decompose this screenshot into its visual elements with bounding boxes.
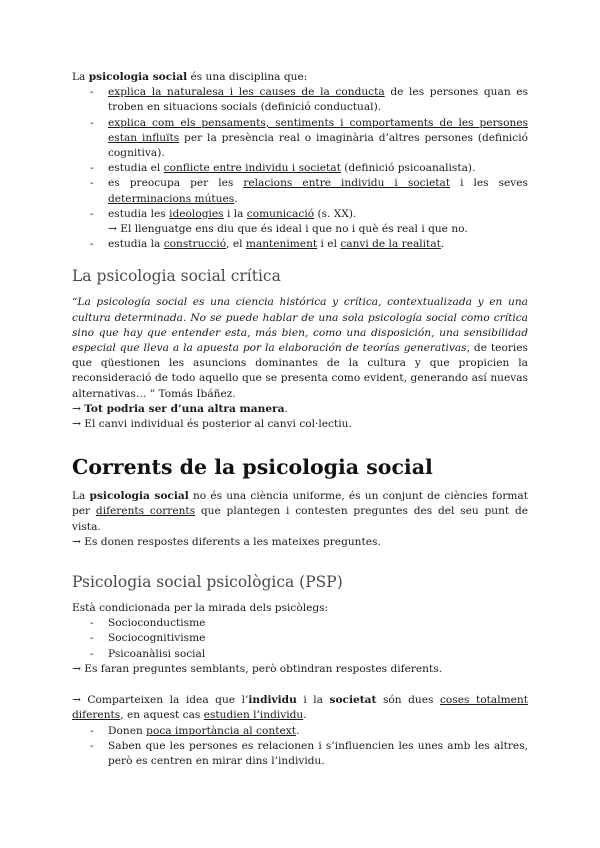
heading-critica: La psicologia social crítica bbox=[72, 267, 281, 286]
critica-point-1: → Tot podria ser d’una altra manera. bbox=[72, 402, 288, 415]
underlined-term: canvi de la realitat bbox=[340, 238, 441, 251]
psp-list bbox=[72, 616, 528, 662]
underlined-term: manteniment bbox=[245, 238, 318, 251]
underlined-term: estudien l’individu bbox=[203, 709, 304, 722]
underlined-term: determinacions mútues bbox=[108, 192, 235, 205]
definitions-list bbox=[72, 85, 528, 252]
list-item: - Donen poca importància al context. bbox=[90, 724, 528, 739]
corrents-note: → Es donen respostes diferents a les mateixes preguntes. bbox=[72, 535, 381, 548]
underlined-term: diferents corrents bbox=[95, 505, 196, 518]
list-item: - estudia la construcció, el manteniment i el canvi de la realitat. bbox=[90, 237, 528, 252]
heading-corrents: Corrents de la psicologia social bbox=[72, 455, 433, 480]
list-item: - explica la naturalesa i les causes de la conducta de les persones quan es troben en situacions socials (definició conductual). bbox=[90, 85, 528, 115]
list-item: - Psicoanàlisi social bbox=[90, 647, 528, 662]
list-item: - Sociocognitivisme bbox=[90, 631, 528, 646]
underlined-term: conflicte entre individu i societat bbox=[163, 162, 341, 175]
psp-note: → Es faran preguntes semblants, però obtindran respostes diferents. bbox=[72, 662, 443, 675]
psp-intro: Està condicionada per la mirada dels psicòlegs: bbox=[72, 602, 329, 615]
corrents-paragraph: La psicologia social no és una ciència uniforme, és un conjunt de ciències format per diferents corrents que plantegen i contesten preguntes des del seu punt de vista. bbox=[72, 490, 529, 533]
psp-list-2 bbox=[72, 724, 528, 770]
underlined-term: coses totalment diferents bbox=[72, 694, 528, 722]
list-item: - explica com els pensaments, sentiments i comportaments de les persones estan influïts per la presència real o imaginària d’altres persones (definició cognitiva). bbox=[90, 116, 528, 162]
underlined-term: comunicació bbox=[246, 207, 315, 220]
list-item: - estudia les ideologies i la comunicació (s. XX). → El llenguatge ens diu que és ideal i que no i què és real i que no. bbox=[90, 207, 528, 237]
underlined-term: poca importància al context bbox=[146, 724, 296, 737]
list-item: - Socioconductisme bbox=[90, 616, 528, 631]
underlined-term: explica com els pensaments, sentiments i comportaments de les persones estan influïts bbox=[108, 116, 528, 144]
heading-psp: Psicologia social psicològica (PSP) bbox=[72, 573, 343, 592]
intro-term: psicologia social bbox=[88, 71, 188, 83]
quote-normal: de teories que qüestionen les asuncions dominantes de la cultura y que propicien la reconsideració de todo aquello que se presenta como evident, generando así nuevas alternativas… ” Tomás Ibáñez. bbox=[72, 342, 528, 400]
list-item: - Saben que les persones es relacionen i s’influencien les unes amb les altres, però es centren en mirar dins l’individu. bbox=[90, 739, 528, 769]
psp-paragraph-2: → Comparteixen la idea que l’individu i la societat són dues coses totalment diferents, en aquest cas estudien l’individu. bbox=[72, 694, 528, 722]
quote-paragraph bbox=[72, 295, 528, 401]
quote-italic: “La psicología social es una ciencia histórica y crítica, contextualizada y en una cultura determinada. No se puede hablar de una sola psicología social como crítica sino que hay que entender esta, más bien, como una disposición, una sensibilidad especial que lleva a la apuesta por la elaboración de teorías generativas, bbox=[72, 296, 528, 355]
intro-paragraph: La psicologia social és una disciplina que: bbox=[72, 71, 308, 83]
critica-point-2: → El canvi individual és posterior al canvi col·lectiu. bbox=[72, 418, 352, 431]
list-item-note: → El llenguatge ens diu que és ideal i que no i què és real i que no. bbox=[108, 223, 468, 236]
underlined-term: relacions entre individu i societat bbox=[243, 177, 451, 190]
underlined-term: construcció bbox=[163, 238, 227, 251]
underlined-term: ideologies bbox=[169, 207, 224, 220]
list-item: - es preocupa per les relacions entre individu i societat i les seves determinacions mútues. bbox=[90, 176, 528, 206]
list-item: - estudia el conflicte entre individu i societat (definició psicoanalista). bbox=[90, 161, 528, 176]
underlined-term: explica la naturalesa i les causes de la conducta bbox=[108, 86, 385, 99]
